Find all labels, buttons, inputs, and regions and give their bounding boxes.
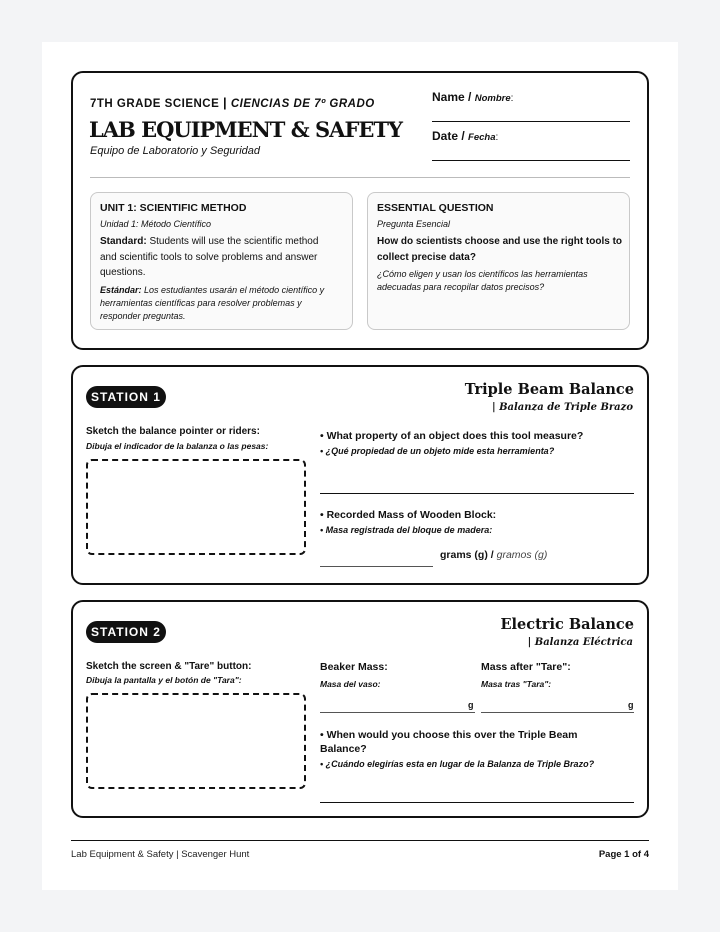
- station-1-badge: STATION 1: [86, 386, 166, 408]
- name-field[interactable]: [432, 121, 630, 122]
- essential-title: ESSENTIAL QUESTION: [377, 202, 494, 214]
- station-2-answer-line[interactable]: [320, 802, 634, 803]
- tare-mass-unit: g: [628, 700, 634, 710]
- date-field[interactable]: [432, 160, 630, 161]
- station-1-q1: • What property of an object does this tool measure?: [320, 430, 584, 442]
- header-divider: [90, 177, 630, 178]
- station-2-subtitle: | Balanza Eléctrica: [527, 637, 633, 648]
- station-1-q1-answer-line[interactable]: [320, 493, 634, 494]
- grade-en: 7TH GRADE SCIENCE: [90, 98, 220, 110]
- station-2-sketch-label-es: Dibuja la pantalla y el botón de "Tara":: [86, 675, 242, 685]
- tare-mass-label-es: Masa tras "Tara":: [481, 679, 552, 689]
- beaker-mass-unit: g: [468, 700, 474, 710]
- footer-title: Lab Equipment & Safety | Scavenger Hunt: [71, 849, 250, 860]
- station-1-subtitle: | Balanza de Triple Brazo: [491, 402, 633, 413]
- station-2-sketch-label: Sketch the screen & "Tare" button:: [86, 661, 252, 672]
- station-2-title: Electric Balance: [500, 616, 634, 633]
- station-1-unit-label: grams (g) / gramos (g): [440, 549, 548, 561]
- date-label: Date / Fecha:: [432, 129, 499, 143]
- grade-line: [90, 95, 375, 110]
- station-1-q1-es: • ¿Qué propiedad de un objeto mide esta herramienta?: [320, 446, 555, 456]
- station-1-sketch-label-es: Dibuja el indicador de la balanza o las pesas:: [86, 441, 269, 451]
- station-2-sketch-area[interactable]: [86, 693, 306, 789]
- station-2-badge: STATION 2: [86, 621, 166, 643]
- station-1-q2: • Recorded Mass of Wooden Block:: [320, 509, 497, 521]
- essential-question-es: ¿Cómo eligen y usan los científicos las herramientas adecuadas para recopilar datos precisos?: [377, 269, 588, 292]
- unit-title: UNIT 1: SCIENTIFIC METHOD: [100, 202, 247, 214]
- beaker-mass-field[interactable]: [320, 712, 475, 713]
- standard-text-es: Estándar: Los estudiantes usarán el método científico y herramientas científicas para resolver problemas y responder preguntas.: [100, 285, 325, 321]
- station-1-sketch-label: Sketch the balance pointer or riders:: [86, 426, 260, 437]
- essential-title-es: Pregunta Esencial: [377, 219, 451, 229]
- standard-text: Standard: Students will use the scientific method and scientific tools to solve problems and answer questions.: [100, 236, 319, 278]
- grade-separator: |: [222, 95, 228, 110]
- page-number: Page 1 of 4: [598, 849, 649, 860]
- station-2-question: • When would you choose this over the Triple Beam Balance?: [320, 729, 578, 755]
- station-1-title: Triple Beam Balance: [464, 381, 634, 398]
- page-title: LAB EQUIPMENT & SAFETY: [89, 117, 402, 142]
- unit-title-es: Unidad 1: Método Científico: [100, 219, 212, 229]
- essential-question: How do scientists choose and use the right tools to collect precise data?: [377, 236, 623, 263]
- station-1-mass-field[interactable]: [320, 566, 433, 567]
- tare-mass-label: Mass after "Tare":: [481, 661, 571, 673]
- beaker-mass-label: Beaker Mass:: [320, 661, 388, 673]
- station-2-question-es: • ¿Cuándo elegirías esta en lugar de la Balanza de Triple Brazo?: [320, 759, 595, 769]
- station-1-q2-es: • Masa registrada del bloque de madera:: [320, 525, 493, 535]
- beaker-mass-label-es: Masa del vaso:: [320, 679, 381, 689]
- name-label: Name / Nombre:: [432, 90, 514, 104]
- station-1-sketch-area[interactable]: [86, 459, 306, 555]
- tare-mass-field[interactable]: [481, 712, 634, 713]
- grade-es: CIENCIAS DE 7º GRADO: [230, 98, 375, 110]
- footer-rule: [71, 840, 649, 841]
- page-subtitle: Equipo de Laboratorio y Seguridad: [90, 145, 261, 157]
